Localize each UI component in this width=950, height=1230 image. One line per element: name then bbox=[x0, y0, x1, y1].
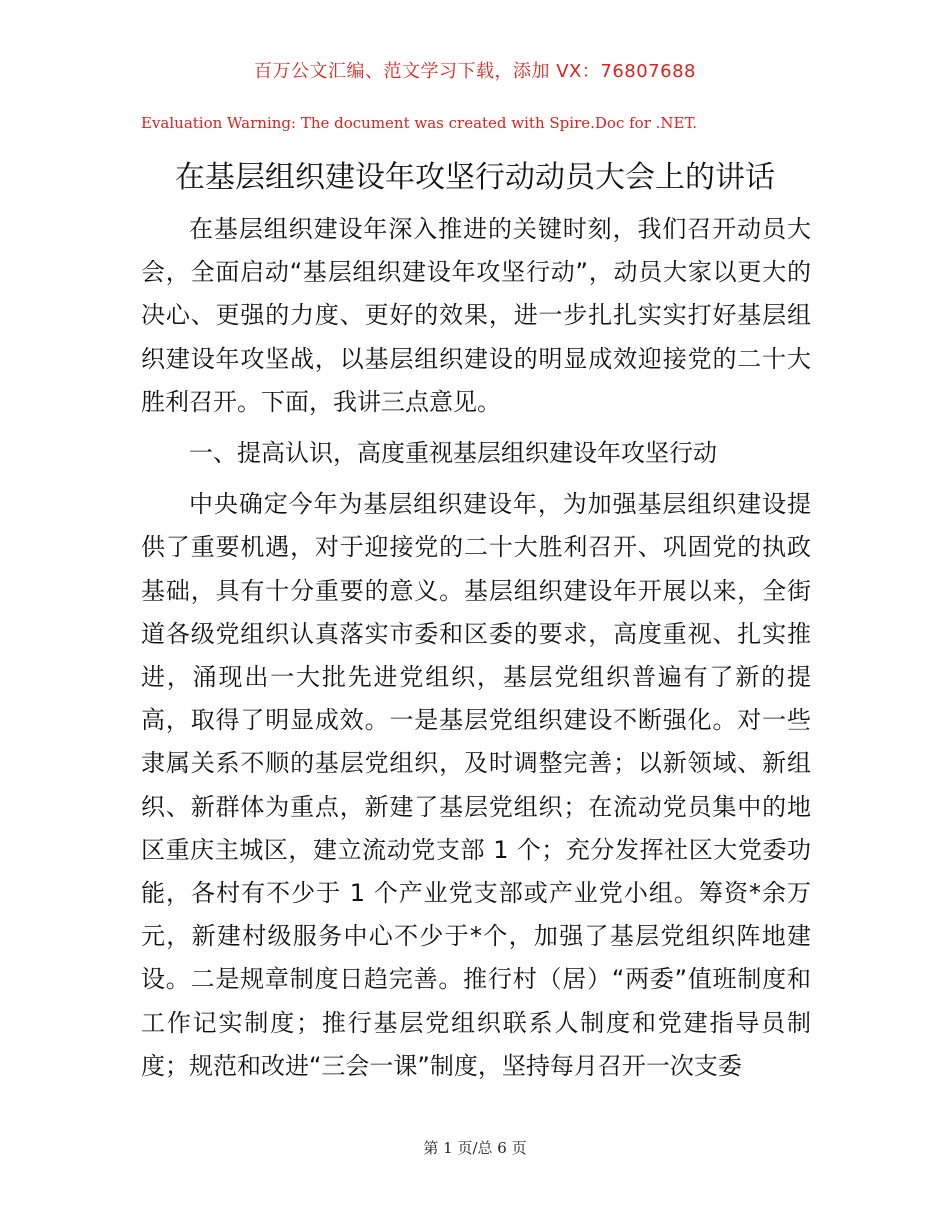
section-heading-1: 一、提高认识，高度重视基层组织建设年攻坚行动 bbox=[189, 439, 717, 468]
document-body bbox=[141, 208, 811, 1096]
paragraph-intro: 在基层组织建设年深入推进的关键时刻，我们召开动员大会，全面启动“基层组织建设年攻坚行动”，动员大家以更大的决心、更强的力度、更好的效果，进一步扎扎实实打好基层组织建设年攻坚战，以基层组织建设的明显成效迎接党的二十大胜利召开。下面，我讲三点意见。 bbox=[141, 215, 811, 416]
header-banner: 百万公文汇编、范文学习下载，添加 VX：76807688 bbox=[254, 61, 696, 82]
paragraph-section-1: 中央确定今年为基层组织建设年，为加强基层组织建设提供了重要机遇，对于迎接党的二十大胜利召开、巩固党的执政基础，具有十分重要的意义。基层组织建设年开展以来，全街道各级党组织认真落实市委和区委的要求，高度重视、扎实推进，涌现出一大批先进党组织，基层党组织普遍有了新的提高，取得了明显成效。一是基层党组织建设不断强化。对一些隶属关系不顺的基层党组织，及时调整完善；以新领域、新组织、新群体为重点，新建了基层党组织；在流动党员集中的地区重庆主城区，建立流动党支部 1 个；充分发挥社区大党委功能，各村有不少于 1 个产业党支部或产业党小组。筹资*余万元，新建村级服务中心不少于*个，加强了基层党组织阵地建设。二是规章制度日趋完善。推行村（居）“两委”值班制度和工作记实制度；推行基层党组织联系人制度和党建指导员制度；规范和改进“三会一课”制度，坚持每月召开一次支委 bbox=[141, 490, 811, 1080]
document-title: 在基层组织建设年攻坚行动动员大会上的讲话 bbox=[175, 160, 775, 195]
page-footer: 第 1 页/总 6 页 bbox=[423, 1139, 527, 1157]
evaluation-warning: Evaluation Warning: The document was created with Spire.Doc for .NET. bbox=[141, 114, 698, 132]
